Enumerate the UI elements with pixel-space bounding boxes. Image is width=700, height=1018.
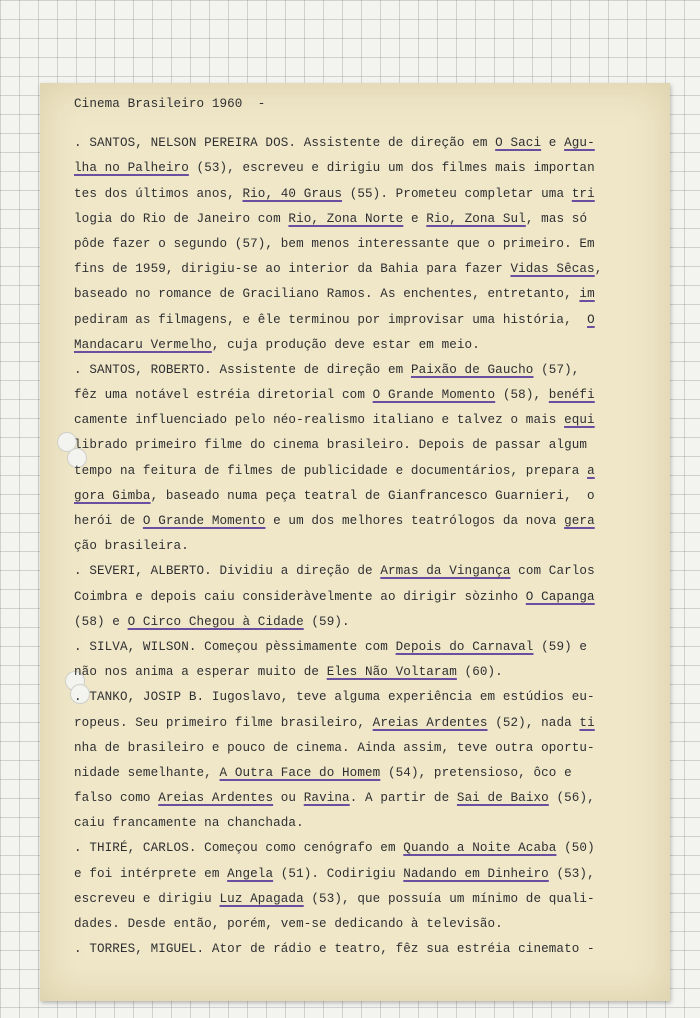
text-segment: , mas só <box>525 211 588 226</box>
text-line <box>74 131 644 156</box>
text-line <box>74 308 644 333</box>
text-segment: . SILVA, WILSON. Começou pèssimamente com <box>74 639 396 654</box>
text-segment: . SANTOS, ROBERTO. Assistente de direção em <box>74 362 411 377</box>
film-title: O Grande Momento <box>372 388 496 403</box>
text-segment: (54), pretensioso, ôco e <box>380 765 572 780</box>
text-segment: . SANTOS, NELSON PEREIRA DOS. Assistente de direção em <box>74 136 496 151</box>
film-title: Rio, 40 Graus <box>242 186 343 201</box>
body-text <box>74 131 644 962</box>
text-segment: fins de 1959, dirigiu-se ao interior da Bahia para fazer <box>74 262 511 277</box>
text-segment: logia do Rio de Janeiro com <box>74 211 289 226</box>
film-title: Paixão de Gaucho <box>410 362 534 377</box>
text-segment: . THIRÉ, CARLOS. Começou como cenógrafo em <box>74 841 404 856</box>
film-title: gera <box>564 514 595 528</box>
text-line <box>74 660 644 685</box>
film-title: equi <box>564 413 595 428</box>
text-segment: (55). Prometeu completar uma <box>342 186 572 201</box>
text-line <box>74 736 644 761</box>
text-line <box>74 761 644 786</box>
text-segment: e <box>403 211 427 226</box>
film-title: Rio, Zona Sul <box>426 211 526 226</box>
text-line <box>74 484 644 509</box>
text-line <box>74 358 644 383</box>
text-segment: , baseado numa peça teatral de Gianfrancesco Guarnieri, o <box>150 488 595 503</box>
text-segment: não nos anima a esperar muito de <box>74 665 327 680</box>
text-segment: . SEVERI, ALBERTO. Dividiu a direção de <box>74 564 381 579</box>
text-segment: nha de brasileiro e pouco de cinema. Ainda assim, teve outra oportu- <box>74 740 595 755</box>
text-segment: (53), <box>548 866 595 881</box>
film-title: Mandacaru Vermelho <box>74 337 212 352</box>
text-line <box>74 282 644 307</box>
text-segment: pediram as filmagens, e êle terminou por improvisar uma história, <box>74 312 588 327</box>
text-segment: (60). <box>456 665 503 680</box>
text-line <box>74 182 644 207</box>
text-line <box>74 232 644 257</box>
text-segment: . TANKO, JOSIP B. Iugoslavo, teve alguma experiência em estúdios eu- <box>74 690 595 705</box>
film-title: im <box>579 287 595 302</box>
film-title: Nadando em Dinheiro <box>403 866 549 881</box>
text-line <box>74 433 644 458</box>
text-line <box>74 711 644 736</box>
text-segment: (51). Codirigiu <box>273 866 404 881</box>
film-title: tri <box>571 186 595 201</box>
text-line <box>74 333 644 358</box>
text-segment: dades. Desde então, porém, vem-se dedicando à televisão. <box>74 917 503 931</box>
film-title: ti <box>579 715 595 730</box>
film-title: Depois do Carnaval <box>395 639 534 654</box>
text-segment: (50) <box>556 841 595 856</box>
text-segment: camente influenciado pelo néo-realismo italiano e talvez o mais <box>74 413 565 428</box>
text-segment: (58), <box>495 388 549 403</box>
text-segment: . TORRES, MIGUEL. Ator de rádio e teatro, fêz sua estréia cinemato - <box>74 942 595 957</box>
text-line <box>74 459 644 484</box>
film-title: O Circo Chegou à Cidade <box>127 614 304 629</box>
film-title: Luz Apagada <box>219 891 304 906</box>
film-title: Vidas Sêcas <box>510 262 595 277</box>
text-line <box>74 862 644 887</box>
text-segment: tempo na feitura de filmes de publicidade e documentários, prepara <box>74 463 588 478</box>
film-title: lha no Palheiro <box>74 161 189 176</box>
text-line <box>74 257 644 282</box>
text-line <box>74 685 644 710</box>
text-segment: tes dos últimos anos, <box>74 186 243 201</box>
text-line <box>74 887 644 912</box>
text-segment: com Carlos <box>510 564 595 579</box>
text-segment: Coimbra e depois caiu consideràvelmente ao dirigir sòzinho <box>74 589 526 604</box>
film-title: Quando a Noite Acaba <box>403 841 557 856</box>
text-line <box>74 509 644 534</box>
text-segment: (57), <box>533 362 580 377</box>
text-segment: baseado no romance de Graciliano Ramos. As enchentes, entretanto, <box>74 287 580 302</box>
film-title: gora Gimba <box>74 488 151 503</box>
text-segment: (52), nada <box>487 715 580 730</box>
film-title: Agu- <box>564 136 595 151</box>
film-title: Ravina <box>303 791 350 806</box>
text-segment: ropeus. Seu primeiro filme brasileiro, <box>74 715 373 730</box>
text-segment: (59). <box>303 614 350 629</box>
text-line <box>74 383 644 408</box>
text-segment: (58) e <box>74 614 128 629</box>
text-segment: e um dos melhores teatrólogos da nova <box>265 514 565 528</box>
film-title: O Grande Momento <box>142 514 266 528</box>
film-title: O Capanga <box>525 589 595 604</box>
text-line <box>74 156 644 181</box>
film-title: O Saci <box>495 136 542 151</box>
text-line <box>74 937 644 962</box>
text-segment: e foi intérprete em <box>74 866 228 881</box>
text-line <box>74 635 644 660</box>
text-segment: ou <box>273 791 304 806</box>
film-title: Angela <box>227 866 274 881</box>
film-title: Areias Ardentes <box>158 791 274 806</box>
text-segment: fêz uma notável estréia diretorial com <box>74 388 373 403</box>
film-title: O <box>587 312 595 327</box>
page-title: Cinema Brasileiro 1960 - <box>74 97 266 111</box>
text-line <box>74 610 644 635</box>
text-segment: (59) e <box>533 639 588 654</box>
text-line <box>74 408 644 433</box>
text-segment: , cuja produção deve estar em meio. <box>211 337 480 352</box>
page-text <box>74 92 644 962</box>
text-segment: librado primeiro filme do cinema brasileiro. Depois de passar algum <box>74 438 588 453</box>
text-line <box>74 836 644 861</box>
text-segment: falso como <box>74 791 159 806</box>
text-segment: escreveu e dirigiu <box>74 891 220 906</box>
text-line <box>74 912 644 937</box>
text-segment: pôde fazer o segundo (57), bem menos interessante que o primeiro. Em <box>74 236 595 251</box>
film-title: a <box>587 463 595 478</box>
film-title: Sai de Baixo <box>456 791 549 806</box>
text-line <box>74 207 644 232</box>
text-line <box>74 585 644 610</box>
film-title: Areias Ardentes <box>372 715 488 730</box>
text-line <box>74 786 644 811</box>
text-segment: (53), que possuía um mínimo de quali- <box>303 891 595 906</box>
text-segment: (53), escreveu e dirigiu um dos filmes mais importan <box>188 161 595 176</box>
film-title: Eles Não Voltaram <box>326 665 457 680</box>
text-line <box>74 559 644 584</box>
text-segment: e <box>541 136 565 151</box>
film-title: A Outra Face do Homem <box>219 765 381 780</box>
text-segment: caiu francamente na chanchada. <box>74 816 304 831</box>
text-line <box>74 811 644 836</box>
text-segment: ção brasileira. <box>74 539 189 554</box>
text-segment: , <box>594 262 603 277</box>
text-line <box>74 534 644 559</box>
text-segment: herói de <box>74 514 143 528</box>
text-segment: . A partir de <box>349 791 457 806</box>
film-title: Armas da Vingança <box>380 564 511 579</box>
text-segment: nidade semelhante, <box>74 765 220 780</box>
film-title: benéfi <box>548 388 595 403</box>
film-title: Rio, Zona Norte <box>288 211 404 226</box>
text-segment: (56), <box>548 791 595 806</box>
